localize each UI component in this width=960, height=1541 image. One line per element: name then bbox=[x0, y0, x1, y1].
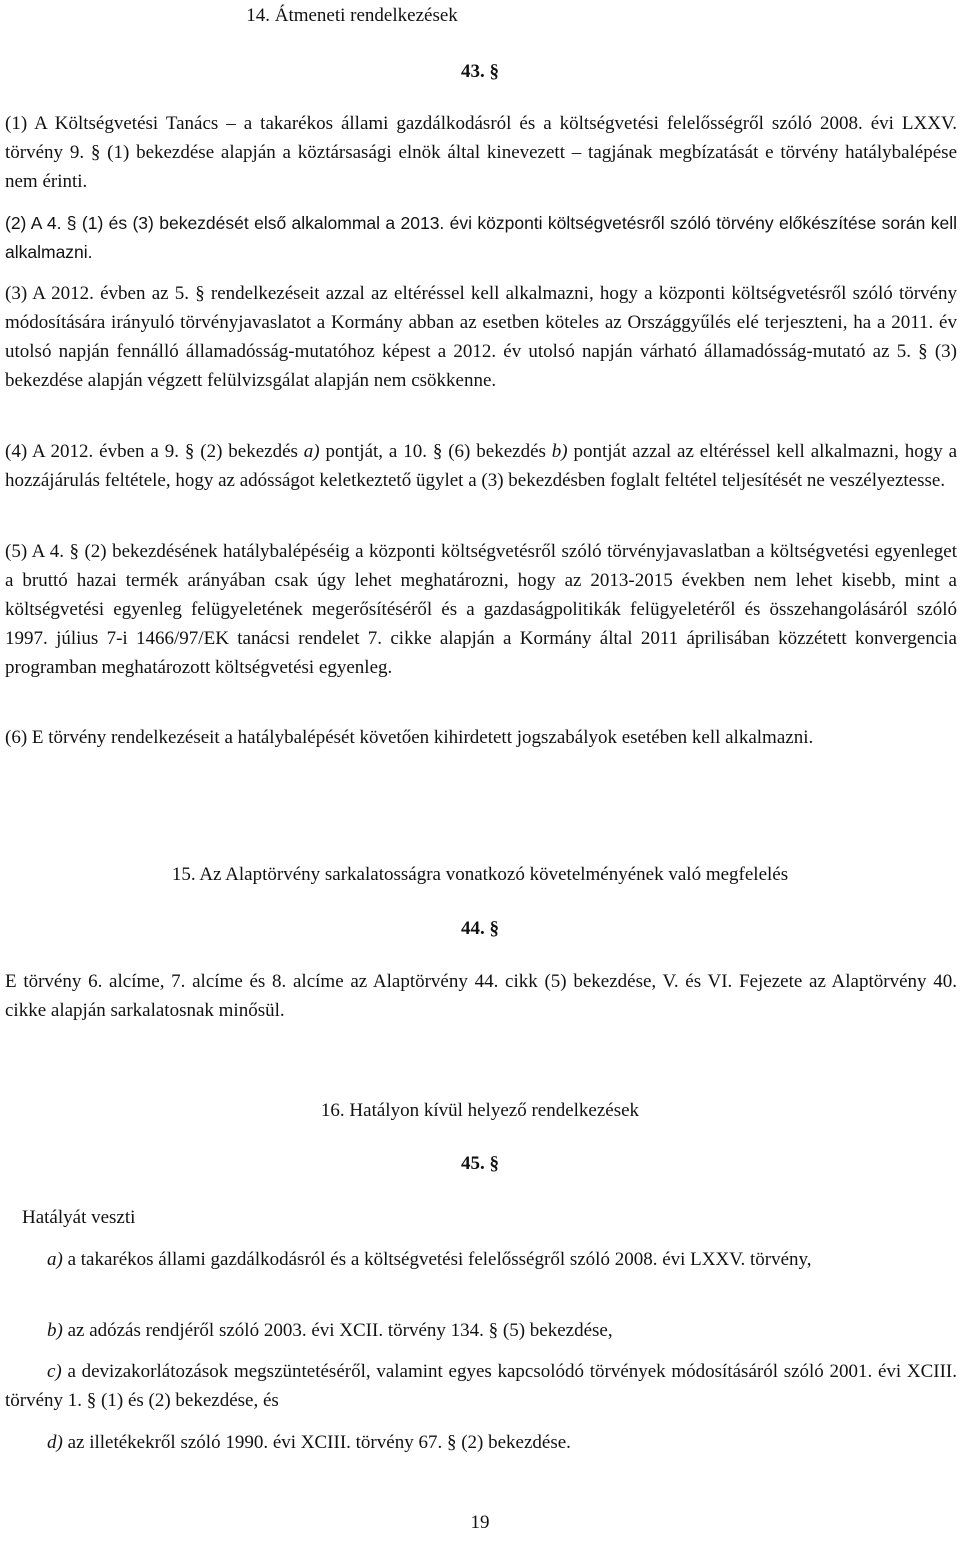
article-45-title: 45. § bbox=[461, 1153, 499, 1174]
text-segment: (4) A 2012. évben a 9. § (2) bekezdés bbox=[5, 441, 304, 462]
item-text: az adózás rendjéről szóló 2003. évi XCII. törvény 134. § (5) bekezdése, bbox=[62, 1320, 613, 1341]
item-text: a devizakorlátozások megszüntetéséről, valamint egyes kapcsolódó törvények módosításáról szóló 2001. évi XCIII. törvény 1. § (1) és (2) bekezdése, és bbox=[5, 1361, 957, 1411]
paragraph-43-5: (5) A 4. § (2) bekezdésének hatálybalépéséig a központi költségvetésről szóló törvényjavaslatban a költségvetési egyenleget a bruttó hazai termék arányában csak úgy lehet meghatározni, hogy az 2013-2015 években nem lehet kisebb, mint a költségvetési egyenleg felügyeletének megerősítéséről és a gazdaságpolitikák felügyeletéről és összehangolásáról szóló 1997. július 7-i 1466/97/EK tanácsi rendelet 7. cikke alapján a Kormány által 2011 áprilisában közzétett konvergencia programban meghatározott költségvetési egyenleg. bbox=[5, 541, 957, 678]
item-text: az illetékekről szóló 1990. évi XCIII. törvény 67. § (2) bekezdése. bbox=[62, 1432, 571, 1453]
repeal-item-d bbox=[5, 1428, 957, 1457]
paragraph-43-2: (2) A 4. § (1) és (3) bekezdését első alkalommal a 2013. évi központi költségvetésről szóló törvény előkészítése során kell alkalmazni. bbox=[5, 213, 957, 262]
paragraph-43-3: (3) A 2012. évben az 5. § rendelkezéseit azzal az eltéréssel kell alkalmazni, hogy a központi költségvetésről szóló törvény módosítására irányuló törvényjavaslatot a Kormány abban az esetben köteles az Országgyűlés elé terjeszteni, ha a 2011. év utolsó napján fennálló államadósság-mutatóhoz képest a 2012. év utolsó napján várható államadósság-mutató az 5. § (3) bekezdése alapján végzett felülvizsgálat alapján nem csökkenne. bbox=[5, 283, 957, 391]
article-43-title: 43. § bbox=[461, 61, 499, 82]
page-number: 19 bbox=[470, 1512, 490, 1533]
paragraph-43-6: (6) E törvény rendelkezéseit a hatálybalépését követően kihirdetett jogszabályok esetében kell alkalmazni. bbox=[5, 727, 814, 748]
point-ref: a) bbox=[303, 441, 320, 462]
repeal-intro: Hatályát veszti bbox=[22, 1207, 136, 1228]
repeal-item-c bbox=[5, 1357, 957, 1415]
section-heading-14: 14. Átmeneti rendelkezések bbox=[246, 5, 458, 26]
repeal-item-a bbox=[5, 1245, 957, 1274]
paragraph-43-4 bbox=[5, 437, 957, 495]
article-44-title: 44. § bbox=[461, 918, 499, 939]
text-segment: pontját azzal az eltéréssel kell alkalmazni, hogy a hozzájárulás feltétele, hogy az adósságot keletkeztető ügylet a (3) bekezdésben foglalt feltétel teljesítését ne veszélyeztesse. bbox=[5, 441, 958, 491]
text-segment: pontját, a 10. § (6) bekezdés bbox=[319, 441, 552, 462]
point-ref: b) bbox=[551, 441, 568, 462]
item-label: b) bbox=[47, 1320, 63, 1341]
section-heading-15: 15. Az Alaptörvény sarkalatosságra vonatkozó követelményének való megfelelés bbox=[171, 864, 789, 885]
paragraph-43-1: (1) A Költségvetési Tanács – a takarékos állami gazdálkodásról és a költségvetési felelősségről szóló 2008. évi LXXV. törvény 9. § (1) bekezdése alapján a köztársasági elnök által kinevezett – tagjának megbízatását e törvény hatálybalépése nem érinti. bbox=[5, 113, 957, 192]
paragraph-44: E törvény 6. alcíme, 7. alcíme és 8. alcíme az Alaptörvény 44. cikk (5) bekezdése, V. és VI. Fejezete az Alaptörvény 40. cikke alapján sarkalatosnak minősül. bbox=[5, 971, 957, 1021]
item-label: c) bbox=[47, 1361, 62, 1382]
item-text: a takarékos állami gazdálkodásról és a költségvetési felelősségről szóló 2008. évi LXXV. törvény, bbox=[62, 1249, 812, 1270]
item-label: a) bbox=[47, 1249, 63, 1270]
repeal-item-b bbox=[5, 1316, 957, 1345]
item-label: d) bbox=[47, 1432, 63, 1453]
section-heading-16: 16. Hatályon kívül helyező rendelkezések bbox=[320, 1100, 640, 1121]
